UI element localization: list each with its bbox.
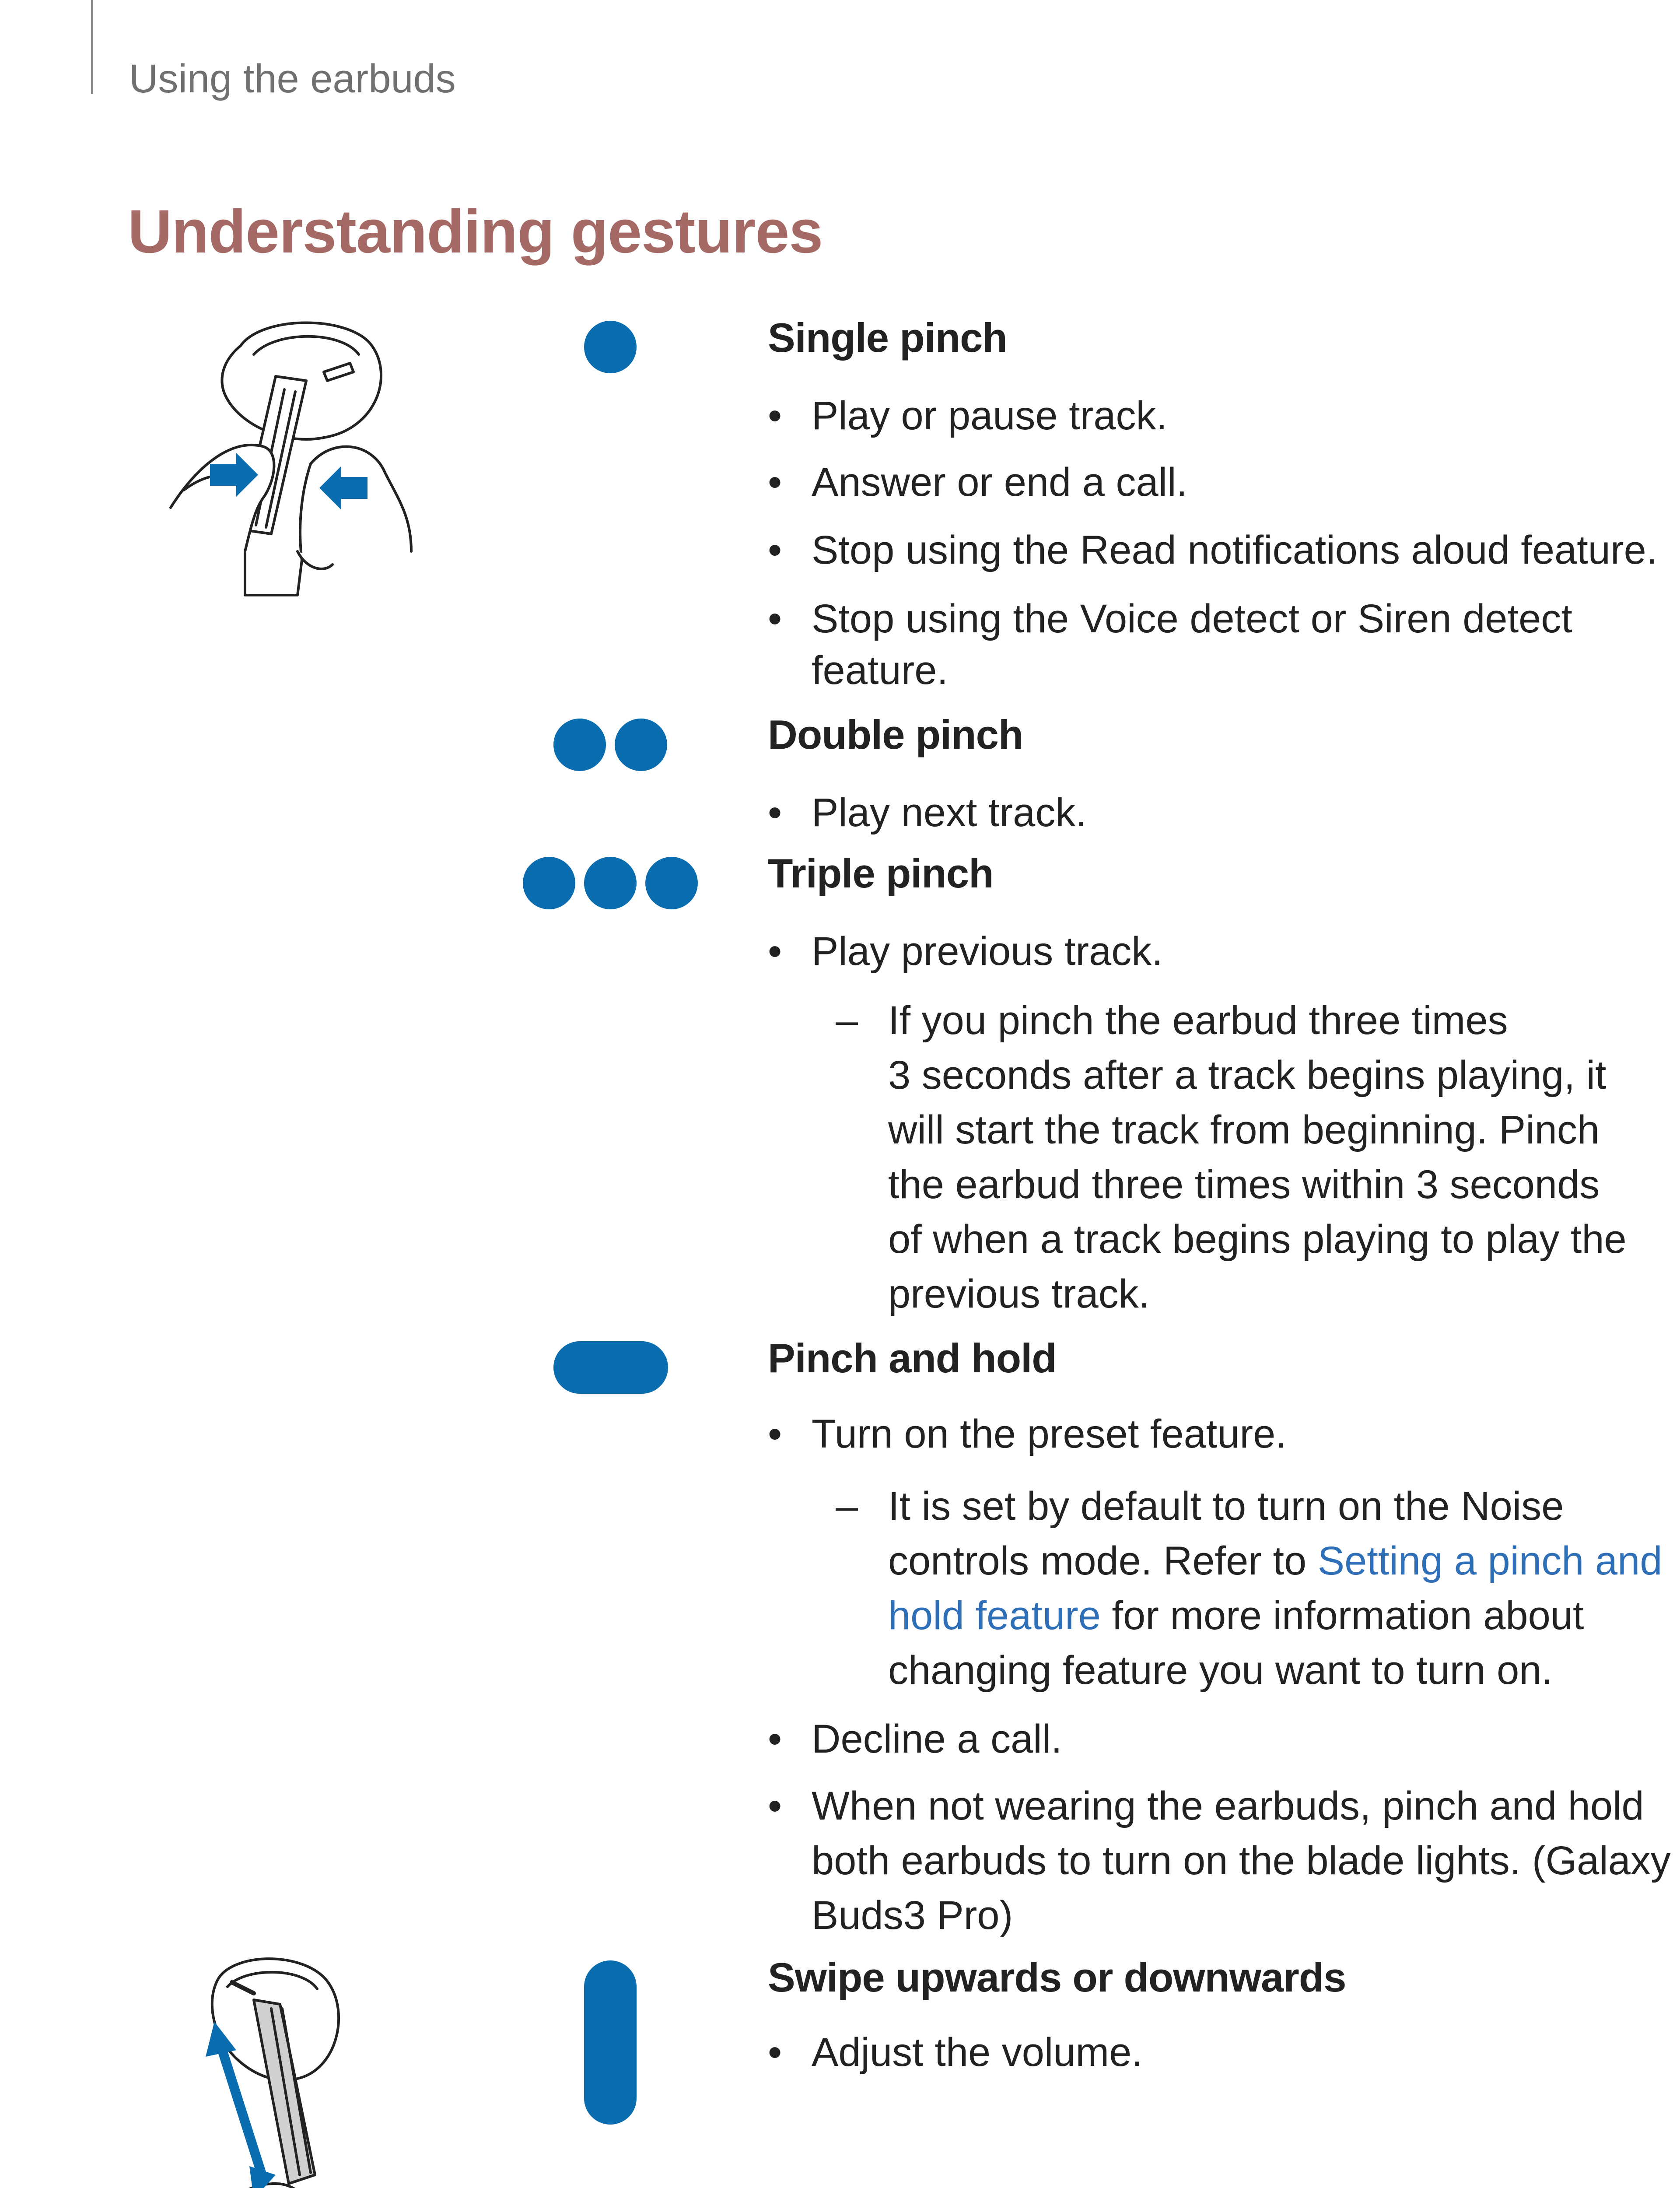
sub-item-line: It is set by default to turn on the Noise [888, 1484, 1564, 1529]
pinch-and-hold-heading: Pinch and hold [768, 1335, 1057, 1381]
triple-dot-icon [645, 857, 698, 909]
bullet-dot: • [768, 1412, 782, 1456]
sub-item-line: If you pinch the earbud three times [888, 998, 1508, 1043]
bullet-dash: – [836, 1484, 858, 1529]
list-item-continuation: Buds3 Pro) [812, 1893, 1013, 1938]
sub-item-line: changing feature you want to turn on. [888, 1648, 1553, 1693]
swipe-heading: Swipe upwards or downwards [768, 1954, 1346, 2000]
sub-item-text: for more information about [1100, 1593, 1584, 1638]
sub-item-line [888, 1534, 1662, 1588]
swipe-earbud-illustration [188, 1947, 389, 2188]
sub-item-line: will start the track from beginning. Pinch [888, 1108, 1600, 1152]
list-item: When not wearing the earbuds, pinch and hold [812, 1784, 1644, 1828]
bullet-dot: • [768, 460, 782, 505]
triple-dot-icon [523, 857, 575, 909]
vertical-pill-icon [584, 1960, 637, 2125]
section-title: Using the earbuds [129, 56, 456, 101]
list-item: Turn on the preset feature. [812, 1412, 1287, 1456]
pill-icon [553, 1341, 668, 1394]
header-rule [91, 0, 93, 94]
bullet-dot: • [768, 790, 782, 835]
sub-item-line: of when a track begins playing to play the [888, 1217, 1627, 1262]
list-item-continuation: feature. [812, 648, 948, 693]
setting-pinch-hold-link[interactable]: hold feature [888, 1593, 1101, 1638]
list-item: Play next track. [812, 790, 1087, 835]
bullet-dot: • [768, 1784, 782, 1828]
list-item: Decline a call. [812, 1717, 1062, 1761]
list-item: Stop using the Read notifications aloud feature. [812, 528, 1658, 572]
list-item: Adjust the volume. [812, 2030, 1143, 2075]
double-dot-icon [615, 719, 667, 771]
sub-item-line: 3 seconds after a track begins playing, it [888, 1053, 1606, 1098]
bullet-dot: • [768, 2030, 782, 2075]
bullet-dot: • [768, 929, 782, 974]
single-dot-icon [584, 321, 637, 373]
double-pinch-heading: Double pinch [768, 712, 1023, 757]
bullet-dot: • [768, 393, 782, 438]
pinch-earbud-illustration [166, 306, 429, 613]
list-item: Play or pause track. [812, 393, 1168, 438]
single-pinch-heading: Single pinch [768, 315, 1007, 361]
list-item: Play previous track. [812, 929, 1163, 974]
double-dot-icon [553, 719, 606, 771]
setting-pinch-hold-link[interactable]: Setting a pinch and [1317, 1539, 1662, 1583]
triple-pinch-heading: Triple pinch [768, 850, 994, 896]
sub-item-line [888, 1588, 1584, 1643]
triple-dot-icon [584, 857, 637, 909]
bullet-dot: • [768, 1717, 782, 1761]
bullet-dash: – [836, 998, 858, 1043]
bullet-dot: • [768, 528, 782, 572]
sub-item-text: controls mode. Refer to [888, 1539, 1318, 1583]
bullet-dot: • [768, 596, 782, 641]
list-item: Stop using the Voice detect or Siren detect [812, 596, 1572, 641]
list-item: Answer or end a call. [812, 460, 1188, 505]
sub-item-line: the earbud three times within 3 seconds [888, 1162, 1600, 1207]
list-item-continuation: both earbuds to turn on the blade lights. (Galaxy [812, 1838, 1671, 1883]
sub-item-line: previous track. [888, 1272, 1150, 1316]
page-title: Understanding gestures [128, 197, 823, 266]
